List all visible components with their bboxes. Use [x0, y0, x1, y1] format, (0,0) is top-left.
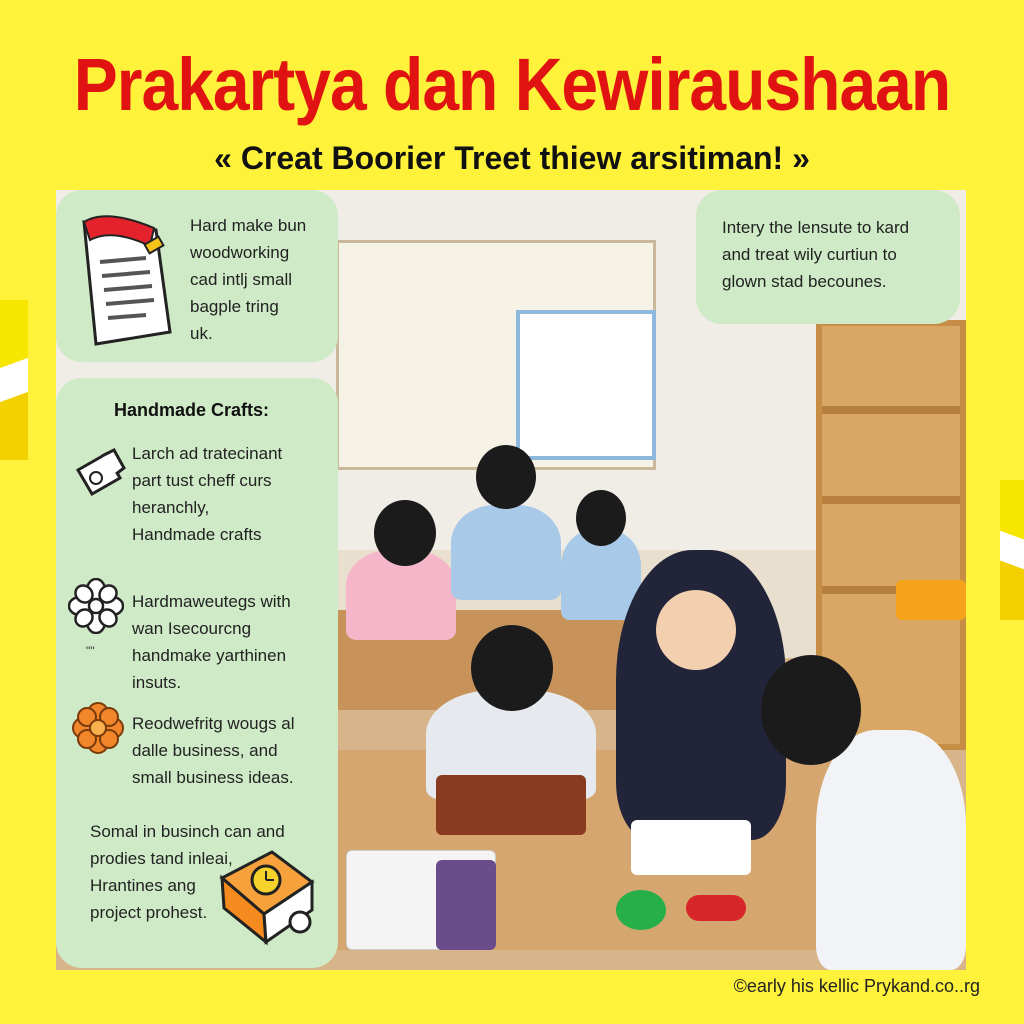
student-face — [656, 590, 736, 670]
orange-bin — [896, 580, 966, 620]
text-line: dalle business, and — [132, 741, 278, 760]
text-line: Somal in businch can and — [90, 822, 285, 841]
text-line: glown stad becounes. — [722, 272, 887, 291]
scissors-red — [686, 895, 746, 921]
text-line: Handmade crafts — [132, 525, 262, 544]
text-line: handmake yarthinen — [132, 646, 287, 665]
flower-outline-icon — [68, 578, 124, 634]
student-head — [761, 655, 861, 765]
text-line: and treat wily curtiun to — [722, 245, 897, 264]
info-card-top-right — [696, 190, 960, 324]
text-line: Hardmaweutegs with — [132, 592, 291, 611]
cup-icon — [72, 448, 126, 506]
student-body — [816, 730, 966, 970]
info-card-main — [56, 378, 338, 968]
section-text — [132, 588, 291, 696]
text-line: small business ideas. — [132, 768, 294, 787]
notebook — [436, 860, 496, 950]
text-line: woodworking — [190, 243, 290, 262]
section-heading: Handmade Crafts: — [114, 400, 270, 420]
footer-credit: ©early his kellic Prykand.co..rg — [733, 976, 980, 996]
top-left-card-text — [190, 212, 306, 347]
student-head — [374, 500, 436, 566]
text-line: Larch ad tratecinant — [132, 444, 283, 463]
background-stripe-right — [1000, 480, 1024, 620]
text-line: prodies tand inleai, — [90, 849, 233, 868]
text-line: wan Isecourcng — [132, 619, 252, 638]
text-line: bagple tring — [190, 297, 279, 316]
text-line: cad intlj small — [190, 270, 293, 289]
student-head — [471, 625, 553, 711]
wall-chart — [516, 310, 656, 460]
background-stripe-left — [0, 300, 28, 460]
info-card-top-left — [56, 190, 338, 362]
text-line: heranchly, — [132, 498, 210, 517]
worksheet — [631, 820, 751, 875]
flower-orange-icon — [72, 702, 124, 754]
section-text — [132, 710, 295, 791]
scissors-green — [616, 890, 666, 930]
student-body — [451, 505, 561, 600]
side-mark: "" — [86, 644, 95, 658]
text-line: insuts. — [132, 673, 182, 692]
text-line: Hrantines ang — [90, 876, 196, 895]
student-head — [476, 445, 536, 509]
text-line: Intery the lensute to kard — [722, 218, 910, 237]
wood-board — [436, 775, 586, 835]
top-right-card-text — [722, 214, 909, 295]
text-line: uk. — [190, 324, 213, 343]
box-icon — [214, 838, 324, 948]
page-subtitle: « Creat Boorier Treet thiew arsitiman! » — [214, 140, 810, 176]
section-text — [132, 440, 282, 548]
text-line: Hard make bun — [190, 216, 307, 235]
text-line: part tust cheff curs — [132, 471, 272, 490]
text-line: Reodwefritg wougs al — [132, 714, 295, 733]
document-icon — [66, 212, 186, 352]
student-head — [576, 490, 626, 546]
page-title: Prakartya dan Kewiraushaan — [73, 42, 951, 126]
text-line: project prohest. — [90, 903, 208, 922]
